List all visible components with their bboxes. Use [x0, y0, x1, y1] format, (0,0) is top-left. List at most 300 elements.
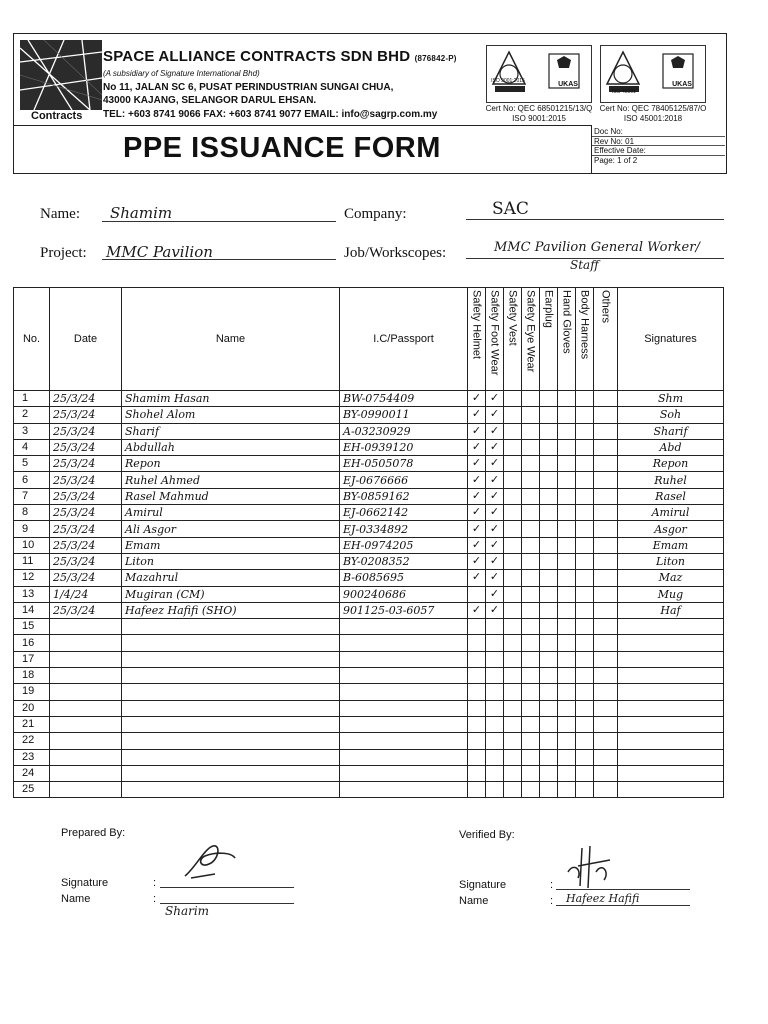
row-no: 21 [14, 716, 50, 732]
row-vest [504, 586, 522, 602]
row-vest [504, 505, 522, 521]
company-reg-no: (876842-P) [414, 54, 457, 63]
row-harness [576, 716, 594, 732]
row-name: Mazahrul [122, 570, 340, 586]
row-helmet: ✓ [468, 537, 486, 553]
row-name: Emam [122, 537, 340, 553]
row-others [594, 635, 618, 651]
row-signature: Maz [618, 570, 724, 586]
table-row [14, 537, 724, 553]
row-date [50, 749, 122, 765]
row-ic: EJ-0334892 [340, 521, 468, 537]
row-eyewear [522, 602, 540, 618]
col-header-date: Date [50, 288, 122, 391]
row-others [594, 521, 618, 537]
row-footwear: ✓ [486, 553, 504, 569]
row-vest [504, 733, 522, 749]
col-header-others: Others [594, 288, 618, 391]
row-earplug [540, 537, 558, 553]
row-harness [576, 700, 594, 716]
row-no: 13 [14, 586, 50, 602]
row-signature: Mug [618, 586, 724, 602]
row-no: 18 [14, 668, 50, 684]
row-vest [504, 700, 522, 716]
row-ic: BW-0754409 [340, 391, 468, 407]
verified-signature [560, 842, 620, 892]
row-helmet: ✓ [468, 602, 486, 618]
row-others [594, 505, 618, 521]
row-footwear [486, 668, 504, 684]
row-others [594, 782, 618, 798]
cert-badge-1 [486, 45, 592, 103]
row-earplug [540, 733, 558, 749]
row-date: 25/3/24 [50, 472, 122, 488]
row-earplug [540, 391, 558, 407]
row-gloves [558, 668, 576, 684]
cert-badge-2-ukas: UKAS [672, 81, 692, 88]
row-ic [340, 716, 468, 732]
row-date [50, 765, 122, 781]
row-earplug [540, 635, 558, 651]
row-helmet: ✓ [468, 423, 486, 439]
cert-1-text: Cert No: QEC 68501215/13/Q ISO 9001:2015 [485, 104, 593, 123]
row-earplug [540, 570, 558, 586]
row-signature [618, 619, 724, 635]
row-name: Ruhel Ahmed [122, 472, 340, 488]
row-footwear: ✓ [486, 472, 504, 488]
row-gloves [558, 733, 576, 749]
row-no: 5 [14, 456, 50, 472]
row-earplug [540, 782, 558, 798]
row-harness [576, 439, 594, 455]
row-ic: EH-0974205 [340, 537, 468, 553]
row-earplug [540, 488, 558, 504]
cert-2-text: Cert No: QEC 78405125/87/O ISO 45001:2018 [599, 104, 707, 123]
row-date [50, 651, 122, 667]
row-name: Shamim Hasan [122, 391, 340, 407]
row-gloves [558, 716, 576, 732]
row-eyewear [522, 716, 540, 732]
row-vest [504, 439, 522, 455]
row-helmet: ✓ [468, 439, 486, 455]
row-name: Mugiran (CM) [122, 586, 340, 602]
row-gloves [558, 439, 576, 455]
row-others [594, 619, 618, 635]
row-date: 25/3/24 [50, 537, 122, 553]
company-address [103, 81, 393, 107]
col-header-vest: Safety Vest [504, 288, 522, 391]
row-others [594, 391, 618, 407]
row-ic: EJ-0662142 [340, 505, 468, 521]
row-helmet: ✓ [468, 505, 486, 521]
row-earplug [540, 439, 558, 455]
table-row [14, 765, 724, 781]
row-signature: Shm [618, 391, 724, 407]
row-signature [618, 635, 724, 651]
row-harness [576, 423, 594, 439]
row-ic [340, 765, 468, 781]
row-ic [340, 619, 468, 635]
row-footwear: ✓ [486, 439, 504, 455]
col-header-no: No. [14, 288, 50, 391]
row-name [122, 749, 340, 765]
name-label: Name: [40, 206, 80, 222]
table-row [14, 391, 724, 407]
row-ic: BY-0859162 [340, 488, 468, 504]
col-header-ic: I.C/Passport [340, 288, 468, 391]
row-vest [504, 765, 522, 781]
row-gloves [558, 472, 576, 488]
row-signature [618, 684, 724, 700]
col-header-eyewear: Safety Eye Wear [522, 288, 540, 391]
row-signature: Amirul [618, 505, 724, 521]
row-earplug [540, 684, 558, 700]
row-eyewear [522, 651, 540, 667]
row-no: 9 [14, 521, 50, 537]
row-signature: Soh [618, 407, 724, 423]
row-others [594, 537, 618, 553]
row-name [122, 782, 340, 798]
row-harness [576, 749, 594, 765]
row-vest [504, 456, 522, 472]
row-no: 23 [14, 749, 50, 765]
table-row [14, 407, 724, 423]
company-label: Company: [344, 206, 407, 222]
row-vest [504, 407, 522, 423]
row-harness [576, 733, 594, 749]
company-value: SAC [492, 199, 529, 219]
table-row [14, 635, 724, 651]
company-subsidiary: (A subsidiary of Signature International Bhd) [103, 69, 260, 78]
row-helmet: ✓ [468, 472, 486, 488]
row-no: 10 [14, 537, 50, 553]
row-no: 1 [14, 391, 50, 407]
table-row [14, 472, 724, 488]
row-others [594, 716, 618, 732]
row-eyewear [522, 423, 540, 439]
row-date: 25/3/24 [50, 391, 122, 407]
row-ic [340, 635, 468, 651]
prepared-signature-label: Signature [61, 877, 109, 889]
row-name: Repon [122, 456, 340, 472]
row-no: 19 [14, 684, 50, 700]
row-vest [504, 423, 522, 439]
row-vest [504, 635, 522, 651]
row-signature [618, 668, 724, 684]
cert-badge-1-ukas: UKAS [558, 81, 578, 88]
row-name [122, 668, 340, 684]
row-name: Shohel Alom [122, 407, 340, 423]
verified-by-label: Verified By: [459, 829, 515, 841]
row-ic: 900240686 [340, 586, 468, 602]
row-ic: BY-0208352 [340, 553, 468, 569]
row-ic [340, 684, 468, 700]
table-header-row [14, 288, 724, 391]
row-signature [618, 716, 724, 732]
row-eyewear [522, 684, 540, 700]
row-footwear [486, 635, 504, 651]
row-name [122, 651, 340, 667]
row-gloves [558, 684, 576, 700]
table-row [14, 586, 724, 602]
verified-name-value: Hafeez Hafifi [566, 892, 640, 905]
row-others [594, 668, 618, 684]
row-others [594, 423, 618, 439]
row-no: 12 [14, 570, 50, 586]
row-eyewear [522, 749, 540, 765]
row-footwear: ✓ [486, 488, 504, 504]
row-harness [576, 602, 594, 618]
row-others [594, 765, 618, 781]
row-ic [340, 782, 468, 798]
row-footwear: ✓ [486, 602, 504, 618]
row-footwear [486, 700, 504, 716]
row-gloves [558, 488, 576, 504]
row-footwear: ✓ [486, 570, 504, 586]
cert-badge-1-label: ISO 9001:2015 [491, 78, 525, 84]
row-name [122, 635, 340, 651]
table-row [14, 651, 724, 667]
row-date: 25/3/24 [50, 521, 122, 537]
row-eyewear [522, 472, 540, 488]
row-no: 20 [14, 700, 50, 716]
row-earplug [540, 586, 558, 602]
row-gloves [558, 505, 576, 521]
verified-signature-label: Signature [459, 879, 507, 891]
col-header-signatures: Signatures [618, 288, 724, 391]
row-signature: Asgor [618, 521, 724, 537]
address-line-2: 43000 KAJANG, SELANGOR DARUL EHSAN. [103, 95, 317, 106]
row-helmet: ✓ [468, 521, 486, 537]
row-signature [618, 651, 724, 667]
row-ic [340, 700, 468, 716]
row-ic: BY-0990011 [340, 407, 468, 423]
row-vest [504, 488, 522, 504]
row-signature [618, 782, 724, 798]
table-row [14, 749, 724, 765]
row-eyewear [522, 407, 540, 423]
row-ic: B-6085695 [340, 570, 468, 586]
row-harness [576, 635, 594, 651]
cert-logo-1 [487, 46, 591, 102]
row-vest [504, 570, 522, 586]
row-gloves [558, 602, 576, 618]
row-date [50, 635, 122, 651]
row-date: 25/3/24 [50, 553, 122, 569]
job-label: Job/Workscopes: [344, 245, 447, 261]
col-header-earplug: Earplug [540, 288, 558, 391]
verified-name-colon: : [550, 895, 554, 907]
form-title: PPE ISSUANCE FORM [123, 132, 441, 164]
row-ic [340, 651, 468, 667]
row-harness [576, 570, 594, 586]
row-footwear [486, 651, 504, 667]
company-contact: TEL: +603 8741 9066 FAX: +603 8741 9077 EMAIL: info@sagrp.com.my [103, 109, 438, 120]
row-others [594, 456, 618, 472]
row-others [594, 733, 618, 749]
row-harness [576, 456, 594, 472]
row-date: 1/4/24 [50, 586, 122, 602]
row-footwear [486, 782, 504, 798]
row-helmet [468, 668, 486, 684]
prepared-by-label: Prepared By: [61, 827, 126, 839]
row-no: 15 [14, 619, 50, 635]
row-date: 25/3/24 [50, 570, 122, 586]
col-header-name: Name [122, 288, 340, 391]
row-eyewear [522, 505, 540, 521]
col-header-harness: Body Harness [576, 288, 594, 391]
row-footwear [486, 749, 504, 765]
row-others [594, 586, 618, 602]
job-value-line1: MMC Pavilion General Worker/ [494, 240, 700, 255]
table-row [14, 782, 724, 798]
row-signature: Emam [618, 537, 724, 553]
row-gloves [558, 456, 576, 472]
row-eyewear [522, 619, 540, 635]
company-name: SPACE ALLIANCE CONTRACTS SDN BHD (876842-P) [103, 48, 457, 65]
project-value: MMC Pavilion [106, 243, 213, 261]
row-helmet [468, 782, 486, 798]
table-row [14, 439, 724, 455]
row-signature: Haf [618, 602, 724, 618]
row-signature: Sharif [618, 423, 724, 439]
row-no: 14 [14, 602, 50, 618]
row-ic: 901125-03-6057 [340, 602, 468, 618]
row-earplug [540, 553, 558, 569]
row-date [50, 733, 122, 749]
table-row [14, 668, 724, 684]
page-number: Page: 1 of 2 [594, 155, 638, 165]
row-harness [576, 553, 594, 569]
row-earplug [540, 619, 558, 635]
row-helmet: ✓ [468, 570, 486, 586]
row-footwear: ✓ [486, 391, 504, 407]
verified-signature-colon: : [550, 879, 554, 891]
table-row [14, 684, 724, 700]
row-vest [504, 521, 522, 537]
row-helmet: ✓ [468, 407, 486, 423]
row-gloves [558, 700, 576, 716]
row-no: 4 [14, 439, 50, 455]
row-harness [576, 472, 594, 488]
row-no: 16 [14, 635, 50, 651]
row-name: Amirul [122, 505, 340, 521]
row-harness [576, 521, 594, 537]
row-name [122, 619, 340, 635]
verified-name-label: Name [459, 895, 489, 907]
address-line-1: No 11, JALAN SC 6, PUSAT PERINDUSTRIAN SUNGAI CHUA, [103, 82, 394, 93]
row-helmet [468, 651, 486, 667]
row-eyewear [522, 391, 540, 407]
row-others [594, 488, 618, 504]
row-helmet [468, 684, 486, 700]
row-footwear: ✓ [486, 407, 504, 423]
row-signature: Abd [618, 439, 724, 455]
doc-no: Doc No: [592, 127, 725, 137]
row-helmet [468, 765, 486, 781]
row-date: 25/3/24 [50, 423, 122, 439]
row-gloves [558, 423, 576, 439]
row-vest [504, 782, 522, 798]
row-vest [504, 668, 522, 684]
row-footwear: ✓ [486, 521, 504, 537]
row-others [594, 602, 618, 618]
company-line [466, 219, 724, 220]
row-vest [504, 537, 522, 553]
row-ic: EJ-0676666 [340, 472, 468, 488]
row-footwear [486, 733, 504, 749]
row-earplug [540, 423, 558, 439]
row-signature: Ruhel [618, 472, 724, 488]
row-eyewear [522, 782, 540, 798]
row-gloves [558, 782, 576, 798]
row-vest [504, 716, 522, 732]
row-gloves [558, 521, 576, 537]
row-name [122, 684, 340, 700]
row-eyewear [522, 635, 540, 651]
row-signature [618, 733, 724, 749]
row-no: 7 [14, 488, 50, 504]
logo-caption: Contracts [31, 110, 83, 122]
row-date: 25/3/24 [50, 456, 122, 472]
row-name [122, 700, 340, 716]
row-harness [576, 488, 594, 504]
row-date: 25/3/24 [50, 505, 122, 521]
row-vest [504, 553, 522, 569]
row-others [594, 651, 618, 667]
row-date: 25/3/24 [50, 488, 122, 504]
row-earplug [540, 407, 558, 423]
row-helmet [468, 749, 486, 765]
row-gloves [558, 651, 576, 667]
row-ic: EH-0939120 [340, 439, 468, 455]
header-divider [13, 125, 592, 126]
row-ic [340, 668, 468, 684]
row-gloves [558, 570, 576, 586]
col-header-footwear: Safety Foot Wear [486, 288, 504, 391]
verified-name-line [556, 905, 690, 906]
row-name: Rasel Mahmud [122, 488, 340, 504]
prepared-name-value: Sharim [165, 904, 210, 918]
row-name: Ali Asgor [122, 521, 340, 537]
row-helmet [468, 619, 486, 635]
row-footwear: ✓ [486, 505, 504, 521]
row-harness [576, 684, 594, 700]
row-eyewear [522, 570, 540, 586]
row-date [50, 668, 122, 684]
table-row [14, 488, 724, 504]
prepared-name-colon: : [153, 893, 157, 905]
row-gloves [558, 586, 576, 602]
row-signature [618, 700, 724, 716]
table-row [14, 570, 724, 586]
row-harness [576, 619, 594, 635]
row-helmet: ✓ [468, 456, 486, 472]
table-row [14, 619, 724, 635]
row-gloves [558, 619, 576, 635]
row-ic [340, 733, 468, 749]
row-date [50, 684, 122, 700]
rev-no: Rev No: 01 [592, 137, 725, 147]
table-row [14, 505, 724, 521]
row-gloves [558, 553, 576, 569]
row-footwear [486, 619, 504, 635]
row-signature: Rasel [618, 488, 724, 504]
table-row [14, 733, 724, 749]
row-footwear: ✓ [486, 537, 504, 553]
row-vest [504, 619, 522, 635]
row-name [122, 716, 340, 732]
